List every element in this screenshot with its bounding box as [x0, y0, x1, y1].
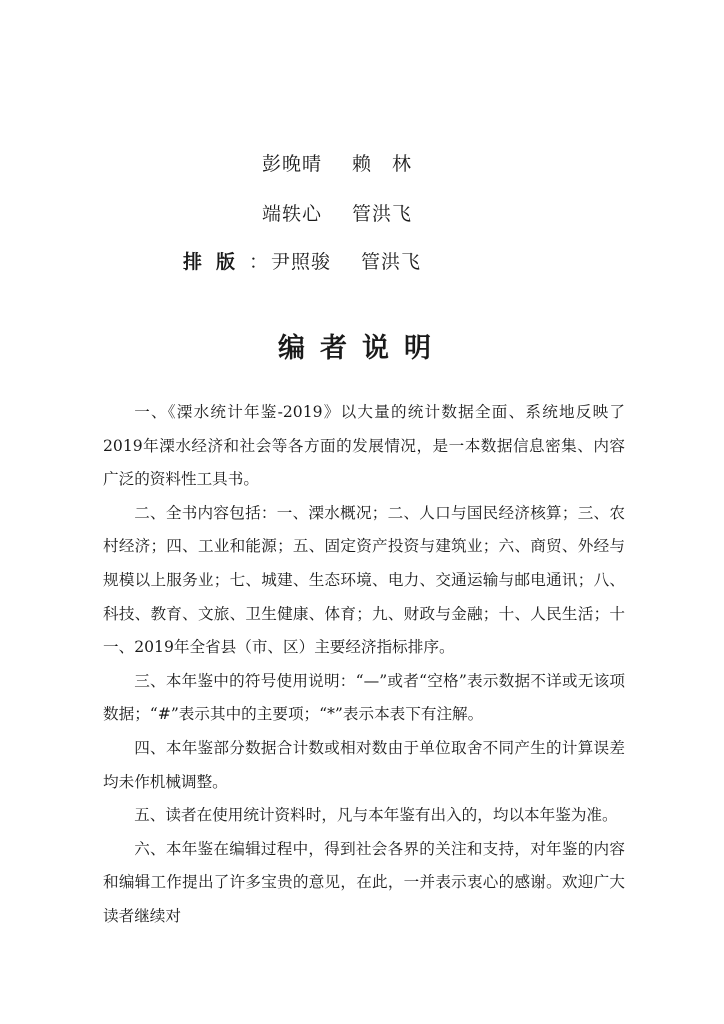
paragraph: 六、本年鉴在编辑过程中，得到社会各界的关注和支持，对年鉴的内容和编辑工作提出了许多宝贵的意见，在此，一并表示衷心的感谢。欢迎广大读者继续对 [103, 839, 625, 925]
editor-notes-body [103, 396, 625, 934]
staff-role-colon: ： [249, 251, 270, 273]
staff-name: 管洪飞 [352, 203, 413, 225]
paragraph: 五、读者在使用统计资料时，凡与本年鉴有出入的，均以本年鉴为准。 [134, 806, 618, 825]
staff-name: 赖 林 [352, 153, 413, 175]
staff-line-3 [183, 250, 421, 274]
staff-name: 尹照骏 [271, 251, 332, 273]
staff-line-2 [262, 202, 412, 226]
staff-name: 端轶心 [262, 203, 323, 225]
paragraph: 一、《溧水统计年鉴-2019》以大量的统计数据全面、系统地反映了2019年溧水经济和社会等各方面的发展情况，是一本数据信息密集、内容广泛的资料性工具书。 [103, 403, 625, 489]
staff-role-label: 排版 [183, 251, 250, 273]
paragraph: 四、本年鉴部分数据合计数或相对数由于单位取舍不同产生的计算误差均未作机械调整。 [103, 738, 625, 791]
paragraph: 二、全书内容包括：一、溧水概况；二、人口与国民经济核算；三、农村经济；四、工业和能源；五、固定资产投资与建筑业；六、商贸、外经与规模以上服务业；七、城建、生态环境、电力、交通运输与邮电通讯；八、科技、教育、文旅、卫生健康、体育；九、财政与金融；十、人民生活；十一、2019年全省县（市、区）主要经济指标排序。 [103, 503, 625, 657]
paragraph: 三、本年鉴中的符号使用说明：“—”或者“空格”表示数据不详或无该项数据；“#”表示其中的主要项；“*”表示本表下有注解。 [103, 671, 625, 724]
section-heading: 编者说明 [278, 333, 446, 364]
staff-name: 管洪飞 [361, 251, 422, 273]
staff-line-1 [262, 152, 412, 176]
staff-name: 彭晚晴 [262, 153, 323, 175]
